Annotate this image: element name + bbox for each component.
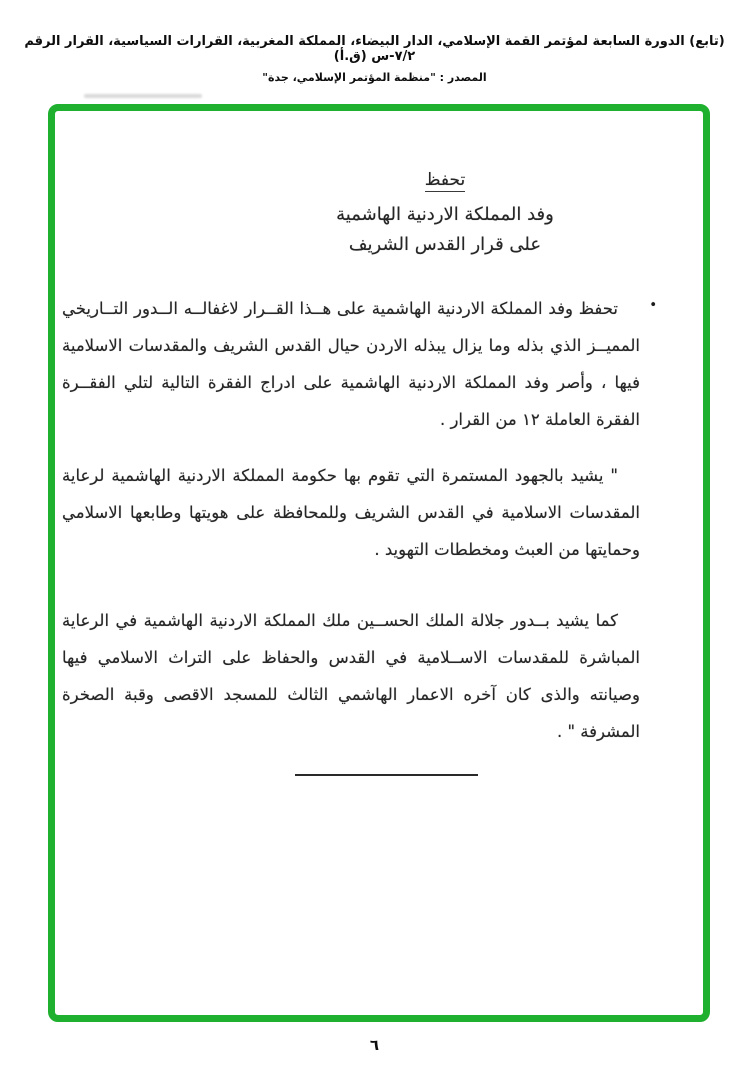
delegation-subtitle: وفد المملكة الاردنية الهاشمية — [336, 204, 554, 225]
section-divider-line — [295, 774, 478, 776]
bullet-marker: • — [649, 298, 657, 313]
caption-source-line: (تابع) الدورة السابعة لمؤتمر القمة الإسلامي، الدار البيضاء، المملكة المغربية، القرارات السياسية، القرار الرقم ٧/٢-س (ق.أ) — [24, 34, 725, 64]
scan-smudge-artifact — [84, 94, 202, 98]
paragraph-3-text: كما يشيد بــدور جلالة الملك الحســين ملك المملكة الاردنية الهاشمية في الرعاية المباشرة للمقدسات الاســلامية في القدس والحفاظ على التراث الاسلامي فيها وصيانته والذى كان آخره الاعمار الهاشمي الثالث للمسجد الاقصى وقبة الصخرة المشرفة " . — [62, 611, 640, 741]
reservation-heading: تحفظ — [424, 170, 466, 190]
paragraph-reservation-statement — [62, 290, 657, 438]
caption-publisher-line: المصدر : "منظمة المؤتمر الإسلامي، جدة" — [262, 71, 487, 84]
resolution-subtitle: على قرار القدس الشريف — [348, 234, 542, 255]
page-number: ٦ — [369, 1036, 380, 1054]
paragraph-commend-king — [62, 602, 640, 750]
reservation-title-block — [270, 170, 620, 255]
paragraph-1-text: تحفظ وفد المملكة الاردنية الهاشمية على هــذا القــرار لاغفالــه الــدور التــاريخي المميــز الذي بذله وما يزال يبذله الاردن حيال القدس الشريف والمقدسات الاسلامية فيها ، وأصر وفد المملكة الاردنية الهاشمية على ادراج الفقرة التالية لتلي الفقــرة الفقرة العاملة ١٢ من القرار . — [62, 299, 640, 429]
paragraph-commend-efforts — [62, 457, 640, 568]
document-caption — [16, 34, 733, 84]
paragraph-2-text: " يشيد بالجهود المستمرة التي تقوم بها حكومة المملكة الاردنية الهاشمية لرعاية المقدسات الاسلامية في القدس الشريف وللمحافظة على هويتها وطابعها الاسلامي وحمايتها من العبث ومخططات التهويد . — [62, 466, 640, 559]
